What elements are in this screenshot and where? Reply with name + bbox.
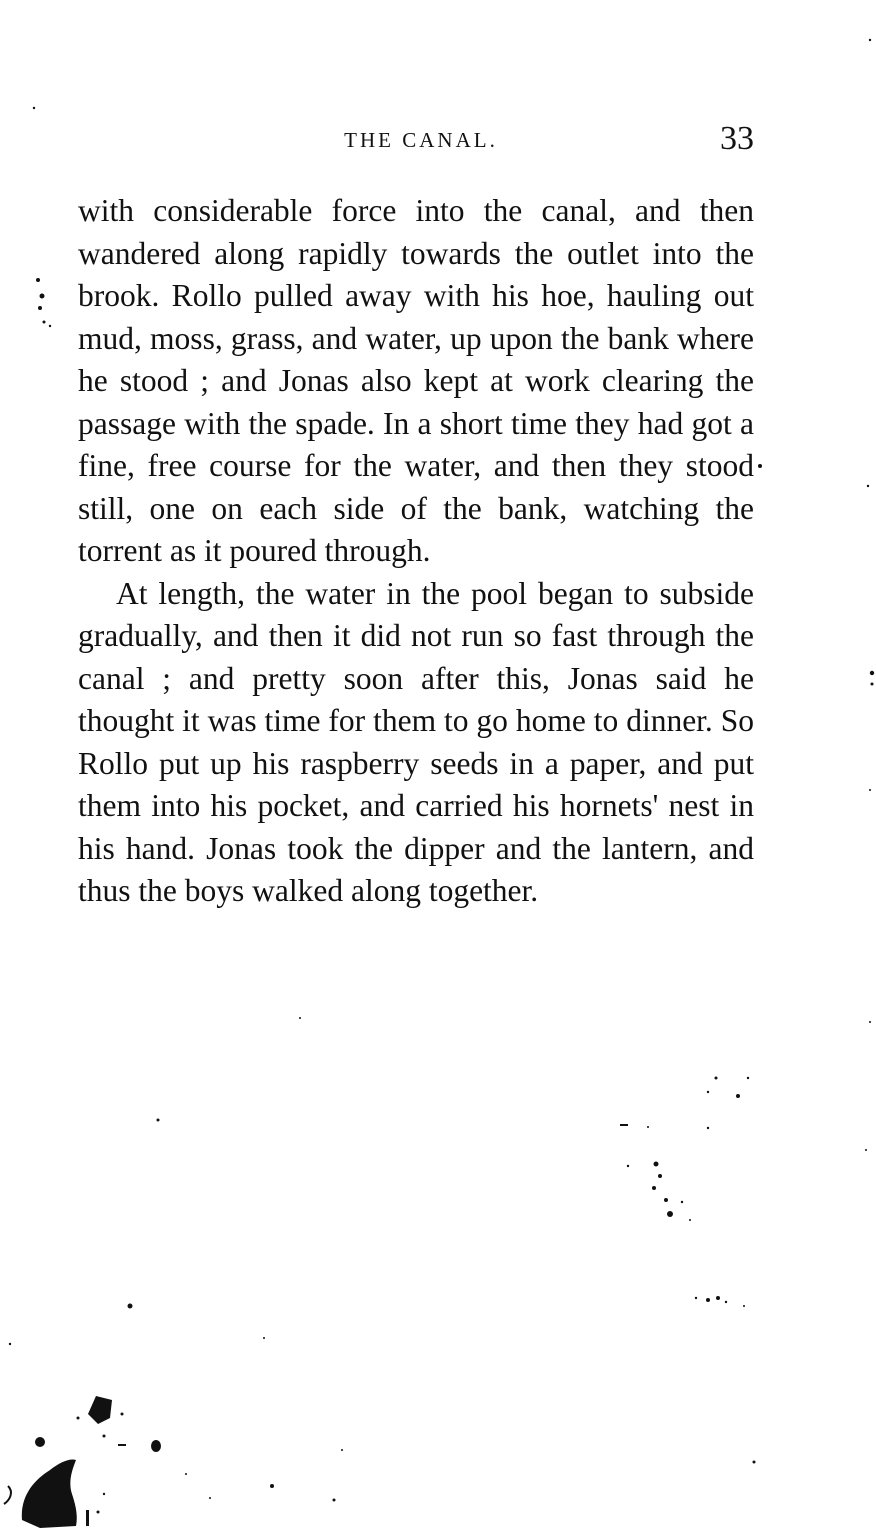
paragraph-1: with considerable force into the canal, and then wandered along rapidly towards the outlet into the brook. Rollo pulled away with his hoe, hauling out mud, moss, grass, and water, up upon the bank where he stood ; and Jonas also kept at work clearing the passage with the spade. In a short time they had got a fine, free course for the water, and then they stood still, one on each side of the bank, watching the torrent as it poured through. — [78, 193, 754, 568]
running-head — [78, 112, 754, 162]
body-text — [78, 190, 754, 913]
running-title: THE CANAL. — [344, 128, 498, 152]
paragraph-2: At length, the water in the pool began to subside gradually, and then it did not run so fast through the canal ; and pretty soon after this, Jonas said he thought it was time for them to go home to dinner. So Rollo put up his raspberry seeds in a paper, and put them into his pocket, and carried his hornets' nest in his hand. Jonas took the dipper and the lantern, and thus the boys walked along together. — [78, 575, 754, 908]
page-number: 33 — [720, 120, 754, 157]
